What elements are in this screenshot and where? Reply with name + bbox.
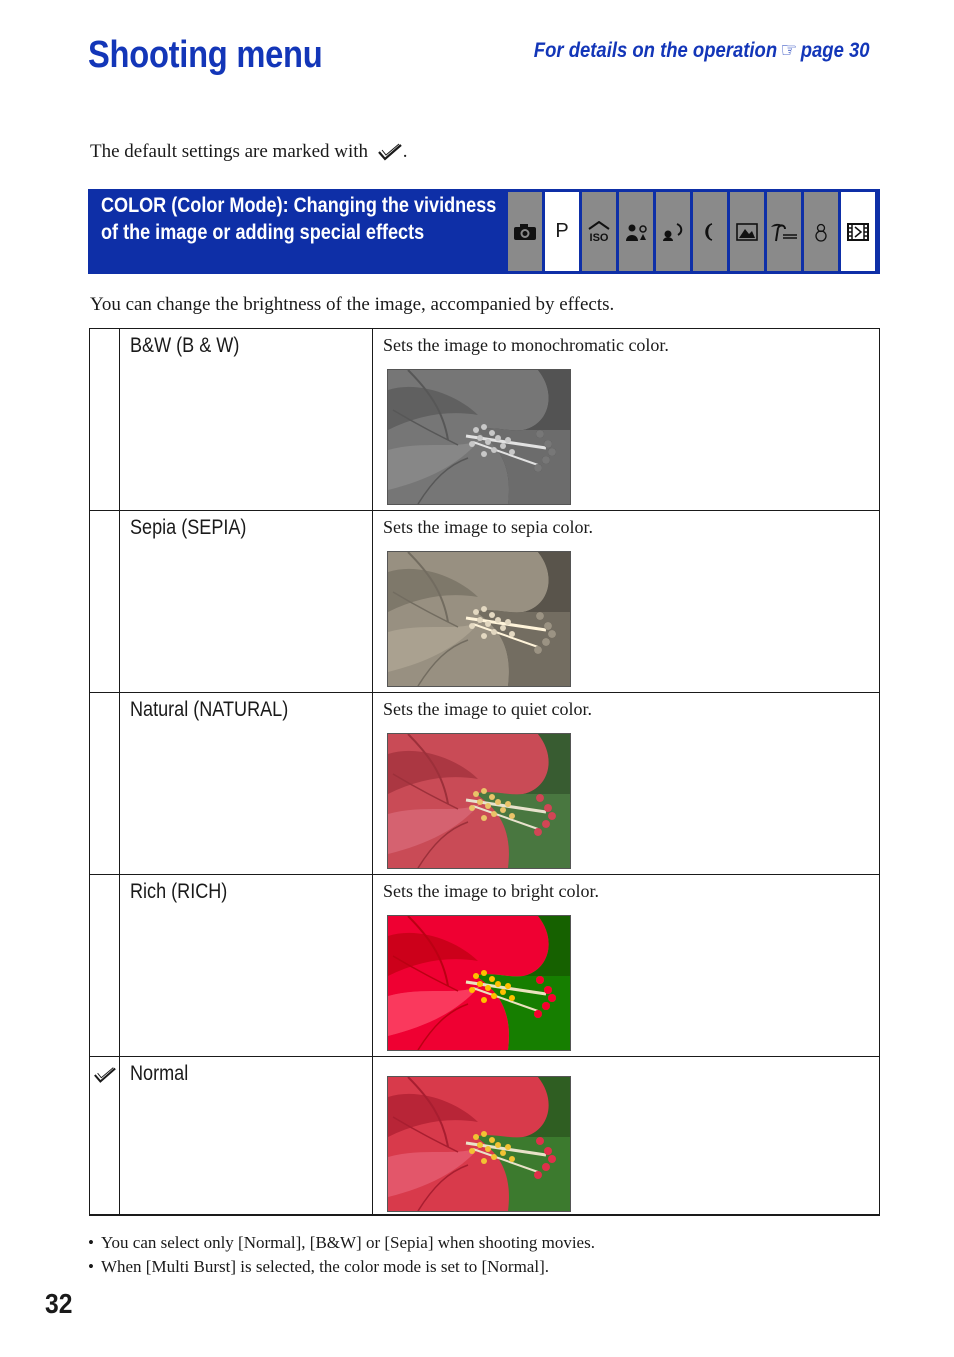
details-page-ref: page 30: [801, 39, 870, 62]
sample-image-normal: [387, 1076, 571, 1212]
mode-twilight-portrait: [619, 192, 653, 271]
check-mark-icon: [93, 1066, 117, 1084]
details-prefix: For details on the operation: [534, 39, 778, 62]
check-mark-icon: [377, 143, 403, 161]
option-name: Normal: [130, 1062, 189, 1085]
option-name-cell: [120, 511, 373, 693]
table-row: [90, 329, 880, 511]
mode-twilight: [693, 192, 727, 271]
option-description: Sets the image to monochromatic color.: [383, 335, 669, 355]
default-mark-cell: [90, 875, 120, 1057]
twilight-moon-icon: [700, 222, 720, 242]
program-p-icon: P: [555, 220, 569, 242]
mode-movie: [841, 192, 875, 271]
sample-image-bw: [387, 369, 571, 505]
option-name: Rich (RICH): [130, 880, 228, 903]
default-mark-cell: [90, 693, 120, 875]
page-title: Shooting menu: [88, 34, 323, 76]
landscape-icon: [736, 223, 758, 241]
table-row: [90, 875, 880, 1057]
color-mode-table: [89, 328, 880, 1216]
default-settings-note: [90, 141, 408, 163]
notes-list: [88, 1233, 595, 1281]
option-name: B&W (B & W): [130, 334, 240, 357]
option-detail-cell: [373, 875, 880, 1057]
table-row: [90, 1057, 880, 1215]
svg-text:ISO: ISO: [589, 231, 609, 243]
option-name: Natural (NATURAL): [130, 698, 289, 721]
option-name-cell: [120, 875, 373, 1057]
details-link[interactable]: [534, 38, 870, 63]
default-mark-cell: [90, 1057, 120, 1215]
mode-snow: [804, 192, 838, 271]
mode-landscape: [730, 192, 764, 271]
high-sensitivity-iso-icon: [587, 221, 611, 243]
mode-availability-bar: [508, 192, 878, 271]
option-detail-cell: [373, 511, 880, 693]
movie-film-icon: [847, 223, 869, 241]
option-detail-cell: [373, 329, 880, 511]
snow-icon: [813, 222, 829, 242]
option-description: Sets the image to sepia color.: [383, 517, 593, 537]
twilight-portrait-icon: [624, 222, 648, 242]
note-item: • You can select only [Normal], [B&W] or [Sepia] when shooting movies.: [88, 1233, 595, 1253]
section-banner: [88, 189, 880, 274]
section-title: [101, 192, 496, 246]
sample-image-sepia: [387, 551, 571, 687]
sample-image-natural: [387, 733, 571, 869]
section-lead: You can change the brightness of the image, accompanied by effects.: [90, 294, 615, 315]
mode-soft-snap: [656, 192, 690, 271]
option-name: Sepia (SEPIA): [130, 516, 247, 539]
soft-snap-icon: [661, 222, 685, 242]
sample-image-rich: [387, 915, 571, 1051]
default-settings-suffix: .: [402, 141, 408, 162]
option-name-cell: [120, 693, 373, 875]
option-name-cell: [120, 329, 373, 511]
beach-icon: [770, 222, 798, 242]
mode-high-sensitivity: [582, 192, 616, 271]
table-row: [90, 511, 880, 693]
default-mark-cell: [90, 511, 120, 693]
note-item: • When [Multi Burst] is selected, the color mode is set to [Normal].: [88, 1257, 595, 1277]
default-settings-text: The default settings are marked with: [90, 141, 369, 162]
default-mark-cell: [90, 329, 120, 511]
option-detail-cell: [373, 693, 880, 875]
mode-auto: [508, 192, 542, 271]
option-description: Sets the image to quiet color.: [383, 699, 592, 719]
section-title-text: COLOR (Color Mode): Changing the vividness of the image or adding special effects: [101, 194, 497, 244]
option-detail-cell: [373, 1057, 880, 1215]
option-name-cell: [120, 1057, 373, 1215]
option-description: Sets the image to bright color.: [383, 881, 599, 901]
pointing-hand-icon: ☞: [781, 39, 798, 62]
mode-beach: [767, 192, 801, 271]
table-row: [90, 693, 880, 875]
auto-camera-icon: [513, 223, 537, 241]
mode-program: [545, 192, 579, 271]
page-number: 32: [45, 1288, 73, 1319]
